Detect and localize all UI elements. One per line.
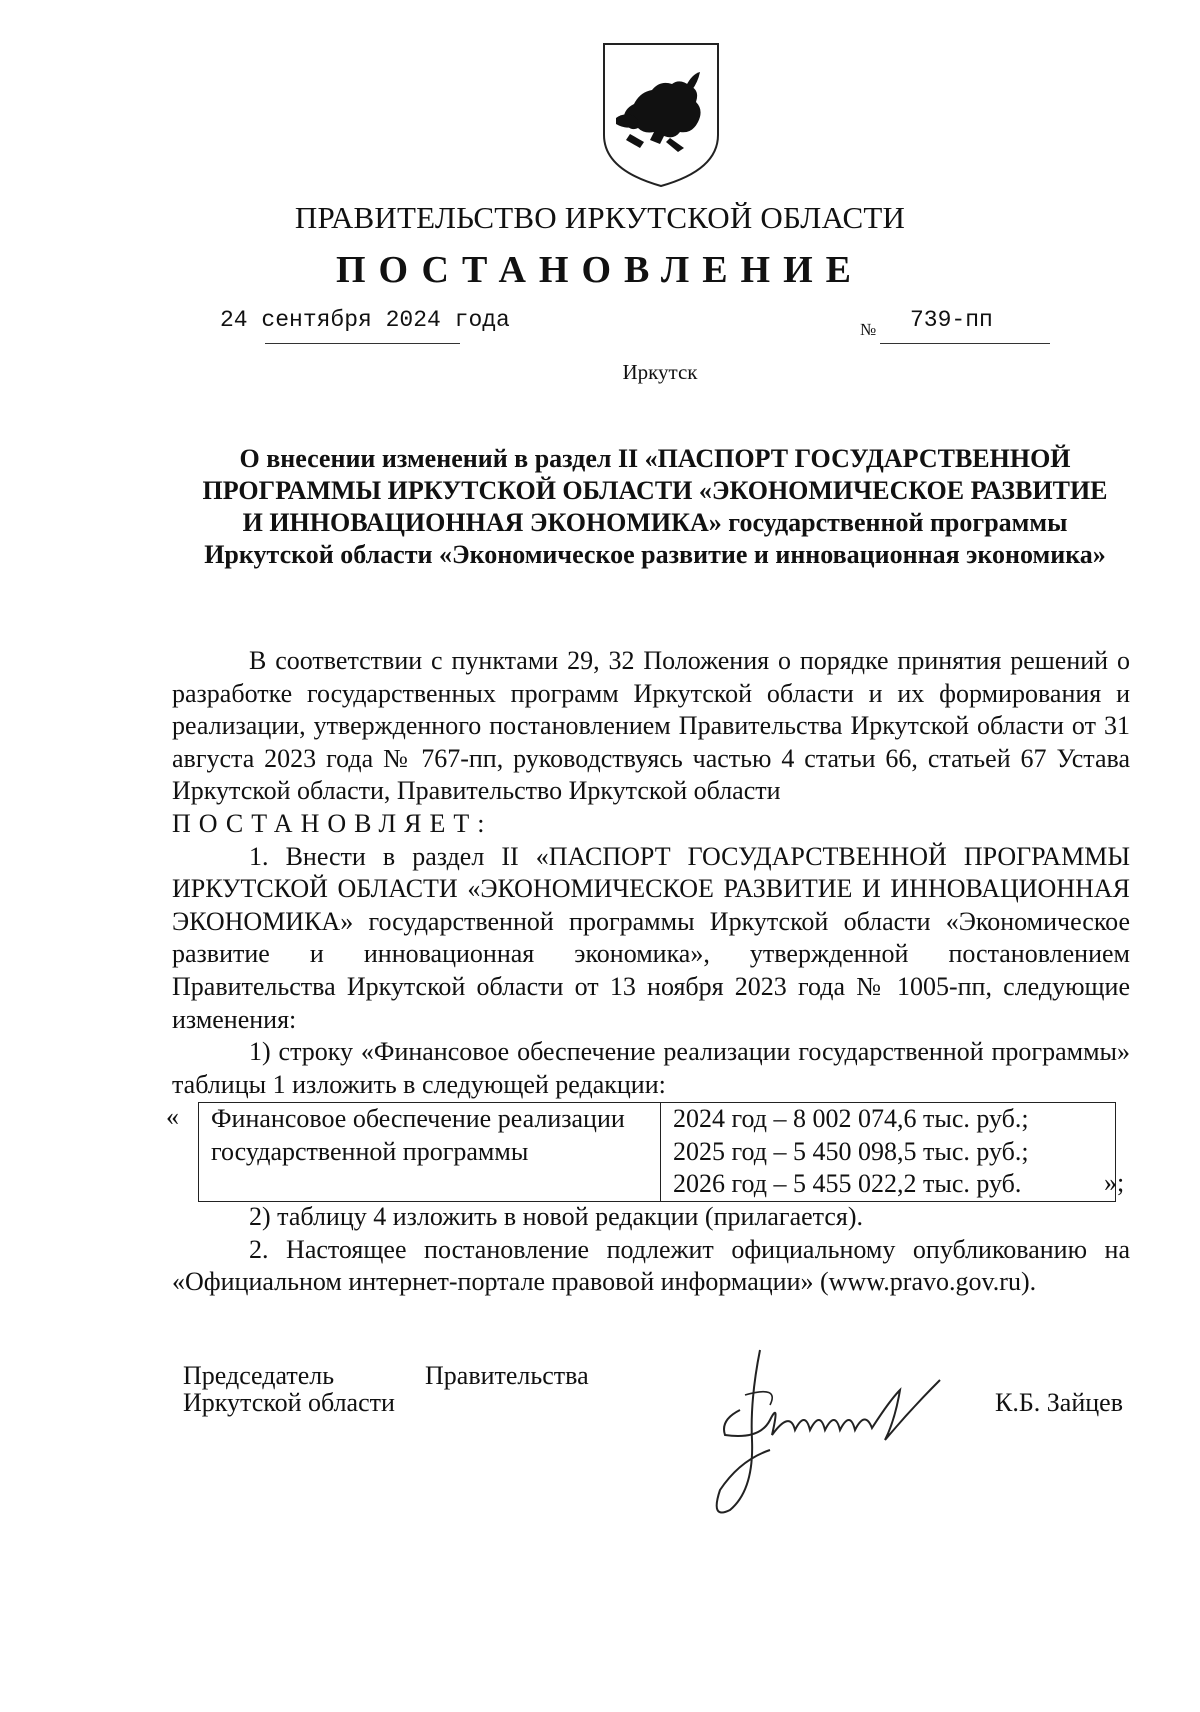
signatory-name: К.Б. Зайцев [995, 1388, 1123, 1417]
table-row [199, 1103, 1116, 1136]
item-1-subitem-2: 2) таблицу 4 изложить в новой редакции (прилагается). [249, 1202, 863, 1231]
item-1-subitem-1: 1) строку «Финансовое обеспечение реализации государственной программы» таблицы 1 изложить в следующей редакции: [172, 1037, 1130, 1099]
document-type: ПОСТАНОВЛЕНИЕ [335, 249, 865, 291]
number-underline [880, 343, 1050, 344]
item-2: 2. Настоящее постановление подлежит официальному опубликованию на «Официальном интернет-портале правовой информации» (www.pravo.gov.ru). [172, 1234, 1130, 1297]
handwritten-signature [700, 1340, 960, 1530]
financing-row: 2024 год – 8 002 074,6 тыс. руб.; [661, 1103, 1116, 1136]
document-body [172, 645, 1130, 1101]
financing-table [198, 1102, 1116, 1202]
number-sign: № [860, 320, 877, 339]
signatory-position-b: Правительства [425, 1361, 589, 1390]
financing-row: 2026 год – 5 455 022,2 тыс. руб. [661, 1168, 1116, 1201]
signatory-region: Иркутской области [183, 1388, 395, 1417]
document-date: 24 сентября 2024 года [220, 307, 510, 333]
coat-of-arms-emblem [600, 40, 722, 190]
table-close-quote: »; [1104, 1168, 1125, 1197]
signatory-position: Председатель [183, 1361, 335, 1390]
financing-label-cell: Финансовое обеспечение реализации государственной программы [199, 1103, 661, 1202]
city: Иркутск [622, 360, 698, 384]
preamble: В соответствии с пунктами 29, 32 Положения о порядке принятия решений о разработке государственных программ Иркутской области и их формирования и реализации, утвержденного постановлением Правительства Иркутской области от 31 августа 2023 года № 767-пп, руководствуясь частью 4 статьи 66, статьей 67 Устава Иркутской области, Правительство Иркутской области [172, 646, 1130, 806]
document-body-continued [172, 1201, 1130, 1299]
document-number: 739-пп [910, 307, 993, 333]
item-1: 1. Внести в раздел II «ПАСПОРТ ГОСУДАРСТВЕННОЙ ПРОГРАММЫ ИРКУТСКОЙ ОБЛАСТИ «ЭКОНОМИЧЕСКОЕ РАЗВИТИЕ И ИННОВАЦИОННАЯ ЭКОНОМИКА» государственной программы Иркутской области «Экономическое развитие и инновационная экономика», утвержденной постановлением Правительства Иркутской области от 13 ноября 2023 года № 1005-пп, следующие изменения: [172, 841, 1130, 1034]
document-title: О внесении изменений в раздел II «ПАСПОРТ ГОСУДАРСТВЕННОЙ ПРОГРАММЫ ИРКУТСКОЙ ОБЛАСТИ «ЭКОНОМИЧЕСКОЕ РАЗВИТИЕ И ИННОВАЦИОННАЯ ЭКОНОМИКА» государственной программы Иркутской области «Экономическое развитие и инновационная экономика» [202, 444, 1108, 569]
financing-row: 2025 год – 5 450 098,5 тыс. руб.; [661, 1136, 1116, 1169]
table-open-quote: « [166, 1102, 179, 1131]
date-underline [265, 343, 460, 344]
decree-word: ПОСТАНОВЛЯЕТ: [172, 808, 493, 838]
government-name: ПРАВИТЕЛЬСТВО ИРКУТСКОЙ ОБЛАСТИ [294, 200, 906, 235]
